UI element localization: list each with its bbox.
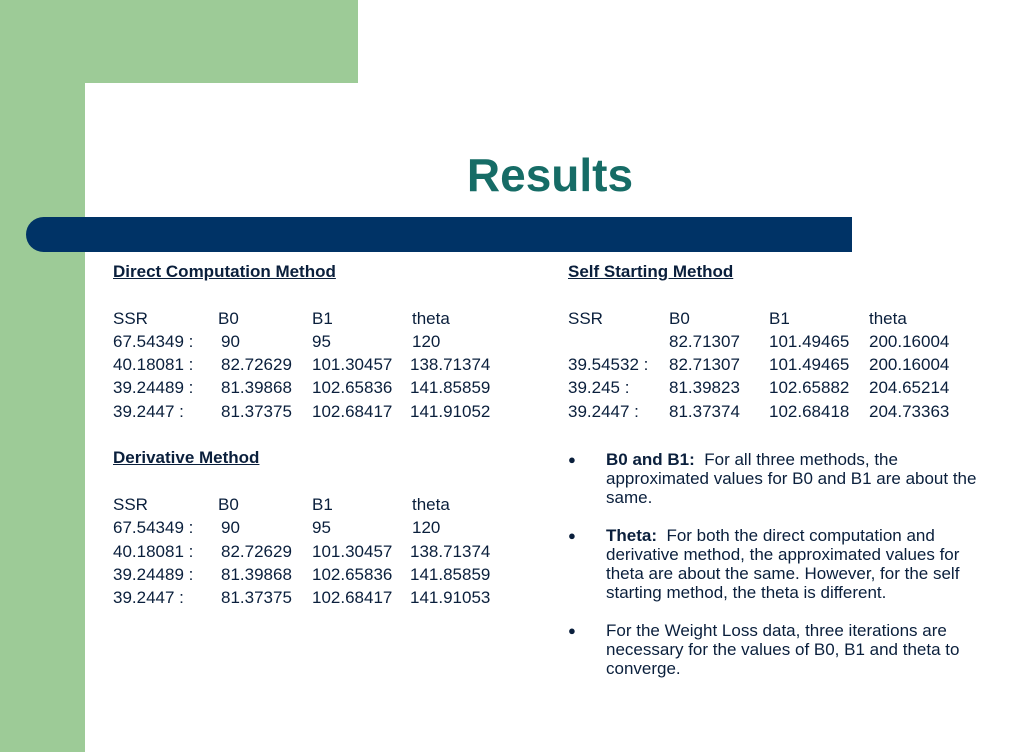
header-b0: B0 bbox=[669, 308, 690, 328]
bullet-label: B0 and B1: bbox=[606, 450, 695, 469]
header-ssr: SSR bbox=[113, 308, 148, 328]
title-underline-bar bbox=[26, 217, 852, 252]
bullet-dot-icon: ● bbox=[568, 452, 576, 467]
bullet-dot-icon: ● bbox=[568, 528, 576, 543]
direct-method-heading: Direct Computation Method bbox=[113, 262, 336, 281]
table-row: 39.54532 : 82.71307 101.49465 200.16004 bbox=[568, 355, 950, 375]
table-row: 39.24489 : 81.39868 102.65836 141.85859 bbox=[113, 378, 491, 398]
header-ssr: SSR bbox=[113, 494, 148, 514]
bullet-text: For all three methods, the approximated values for B0 and B1 are about the same. bbox=[606, 450, 977, 507]
direct-table-header bbox=[113, 307, 490, 330]
table-row: 82.71307 101.49465 200.16004 bbox=[669, 331, 950, 351]
header-theta: theta bbox=[412, 308, 450, 328]
table-row: 39.2447 : 81.37375 102.68417 141.91052 bbox=[113, 401, 491, 421]
bullet-text: For the Weight Loss data, three iterations are necessary for the values of B0, B1 and theta to converge. bbox=[606, 621, 960, 678]
header-b0: B0 bbox=[218, 494, 239, 514]
table-row: 67.54349 : 90 95 120 bbox=[113, 331, 441, 351]
right-column bbox=[568, 260, 949, 423]
bullet-item bbox=[568, 621, 983, 678]
conclusion-bullets bbox=[568, 450, 983, 697]
header-b1: B1 bbox=[769, 308, 790, 328]
bullet-dot-icon: ● bbox=[568, 623, 576, 638]
derivative-table-header bbox=[113, 493, 490, 516]
left-column bbox=[113, 260, 490, 609]
header-b1: B1 bbox=[312, 308, 333, 328]
header-ssr: SSR bbox=[568, 308, 603, 328]
table-row: 40.18081 : 82.72629 101.30457 138.71374 bbox=[113, 355, 491, 375]
bullet-item bbox=[568, 526, 983, 602]
table-row: 39.245 : 81.39823 102.65882 204.65214 bbox=[568, 378, 950, 398]
bullet-text: For both the direct computation and derivative method, the approximated values for theta are about the same. However, for the self starting method, the theta is different. bbox=[606, 526, 960, 602]
header-theta: theta bbox=[412, 494, 450, 514]
self-starting-heading: Self Starting Method bbox=[568, 262, 734, 281]
self-starting-table-header bbox=[568, 307, 949, 330]
header-theta: theta bbox=[869, 308, 907, 328]
bullet-item bbox=[568, 450, 983, 507]
derivative-method-heading: Derivative Method bbox=[113, 448, 260, 468]
table-row: 67.54349 : 90 95 120 bbox=[113, 518, 441, 538]
table-row: 39.2447 : 81.37375 102.68417 141.91053 bbox=[113, 588, 491, 608]
header-b0: B0 bbox=[218, 308, 239, 328]
green-left-strip bbox=[0, 0, 85, 752]
slide-title: Results bbox=[466, 149, 634, 201]
table-row: 39.24489 : 81.39868 102.65836 141.85859 bbox=[113, 564, 491, 584]
header-b1: B1 bbox=[312, 494, 333, 514]
table-row: 39.2447 : 81.37374 102.68418 204.73363 bbox=[568, 401, 950, 421]
table-row: 40.18081 : 82.72629 101.30457 138.71374 bbox=[113, 541, 491, 561]
bullet-label: Theta: bbox=[606, 526, 657, 545]
